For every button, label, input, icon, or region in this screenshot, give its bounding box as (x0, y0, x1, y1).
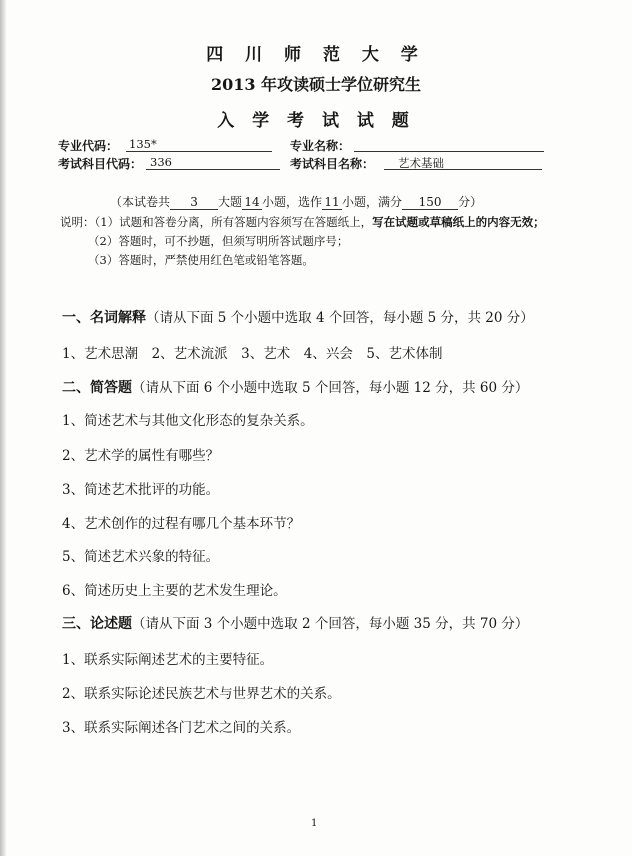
section-head: 三、论述题 (62, 616, 132, 632)
section-instruction: （请从下面 6 个小题中选取 5 个回答，每小题 12 分，共 60 分） (132, 380, 529, 396)
section-head: 一、名词解释 (62, 310, 146, 326)
subject-name-value: 艺术基础 (398, 156, 444, 170)
instruction-1-emphasis: 写在试题或草稿纸上的内容无效； (372, 215, 545, 229)
question-item: 4、艺术创作的过程有哪几个基本环节？ (62, 516, 301, 532)
info-text: 大题 (218, 195, 243, 209)
section-2-heading (62, 376, 528, 397)
major-name-underline (354, 151, 544, 152)
major-code-underline (126, 151, 272, 152)
major-code-label: 专业代码： (58, 139, 119, 153)
question-item: 1、联系实际阐述艺术的主要特征。 (62, 652, 274, 668)
section-instruction: （请从下面 5 个小题中选取 4 个回答，每小题 5 分，共 20 分） (146, 310, 534, 326)
instructions (60, 213, 545, 270)
question-item: 6、简述历史上主要的艺术发生理论。 (62, 583, 287, 599)
major-code-value: 135* (129, 137, 157, 151)
question-item: 3、简述艺术批评的功能。 (62, 482, 220, 498)
question-item: 5、简述艺术兴象的特征。 (62, 549, 220, 565)
question-item: 3、联系实际阐述各门艺术之间的关系。 (62, 720, 301, 736)
sections-count: 3 (170, 196, 218, 210)
subject-code-value: 336 (150, 155, 172, 169)
questions-count: 14 (242, 196, 262, 210)
section-instruction: （请从下面 3 个小题中选取 2 个回答，每小题 35 分，共 70 分） (132, 616, 529, 632)
section-head: 二、简答题 (62, 380, 132, 396)
question-item: 1、艺术思潮 2、艺术流派 3、艺术 4、兴会 5、艺术体制 (62, 346, 443, 362)
exam-name: 2013 年攻读硕士学位研究生 (210, 75, 422, 94)
info-text: 小题，满分 (342, 195, 403, 209)
subject-name-label: 考试科目名称： (290, 157, 375, 171)
question-item: 2、艺术学的属性有哪些？ (62, 448, 220, 464)
instruction-2: （2）答题时，可不抄题，但须写明所答试题序号； (88, 234, 349, 248)
full-score: 150 (402, 196, 458, 210)
info-text: （本试卷共 (110, 195, 171, 209)
instruction-1: 说明：（1）试题和答卷分离，所有答题内容须写在答题纸上，写在试题或草稿纸上的内容无效； (60, 215, 545, 229)
subject-code-underline (146, 169, 280, 170)
university-title: 四 川 师 范 大 学 (206, 45, 426, 65)
info-text: 小题，选作 (262, 195, 323, 209)
section-3-heading (62, 612, 528, 633)
major-name-label: 专业名称： (290, 139, 351, 153)
subject-code-label: 考试科目代码： (58, 157, 143, 171)
chosen-count: 11 (322, 196, 342, 210)
question-item: 1、简述艺术与其他文化形态的复杂关系。 (62, 413, 314, 429)
info-text: 分） (458, 195, 483, 209)
section-1-heading (62, 306, 534, 327)
page-number: 1 (311, 818, 318, 829)
paper-title: 入 学 考 试 试 题 (217, 111, 415, 131)
paper-info-line (110, 193, 482, 210)
question-item: 2、联系实际论述民族艺术与世界艺术的关系。 (62, 686, 341, 702)
instruction-3: （3）答题时，严禁使用红色笔或铅笔答题。 (88, 253, 314, 267)
